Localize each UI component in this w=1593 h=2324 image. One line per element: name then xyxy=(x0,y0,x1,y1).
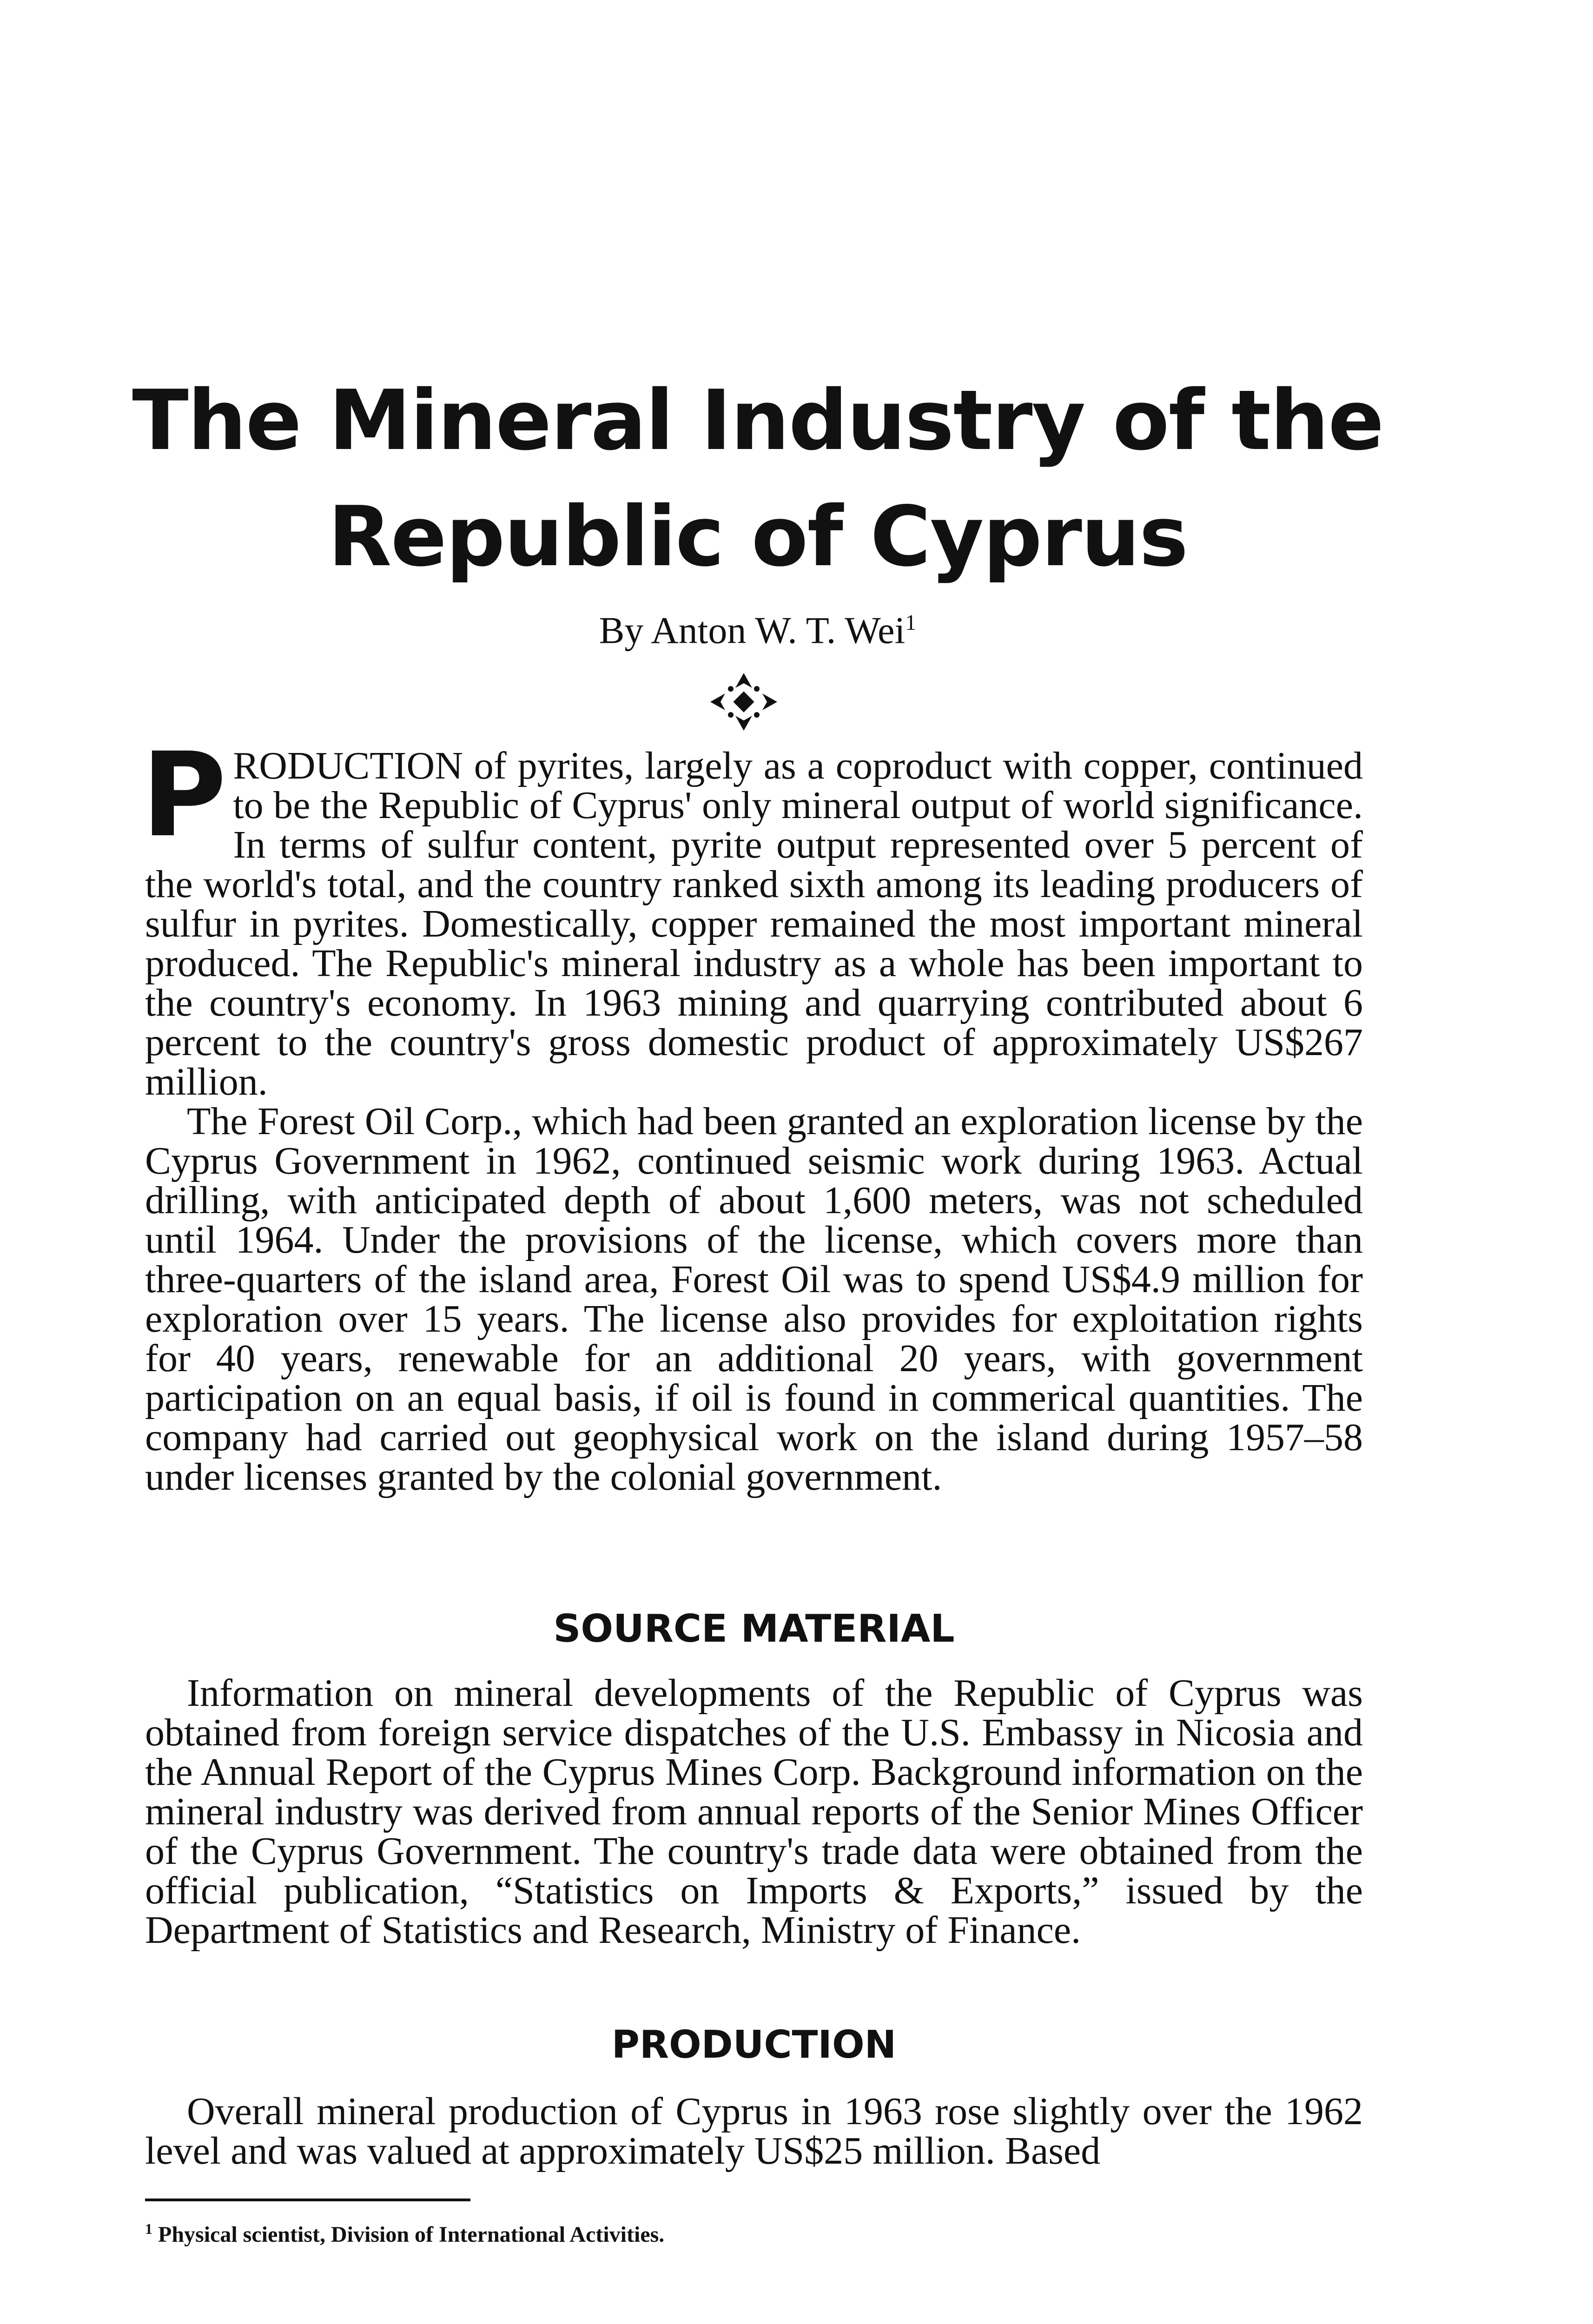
intro-section xyxy=(141,727,1363,1499)
author-byline xyxy=(130,600,1385,654)
source-material-heading: SOURCE MATERIAL xyxy=(553,1607,955,1651)
author-name: By Anton W. T. Wei xyxy=(599,609,906,652)
intro-paragraph-1 xyxy=(141,727,1363,1103)
production-paragraph: Overall mineral production of Cyprus in 1963 rose slightly over the 1962 level and was valued at approximately US$25 million. Based xyxy=(145,2090,1363,2172)
production-section xyxy=(145,2092,1363,2171)
article-title: The Mineral Industry of the Republic of Cyprus xyxy=(132,372,1383,585)
drop-cap: P xyxy=(141,727,227,863)
ornament-icon xyxy=(697,669,790,734)
source-material-paragraph: Information on mineral developments of the Republic of Cyprus was obtained from foreign service dispatches of the U.S. Embassy in Nicosia and the Annual Report of the Cyprus Mines Corp. Background information on the mineral industry was derived from annual reports of the Senior Mines Officer of the Cyprus Government. The country's trade data were obtained from the official publication, “Statistics on Imports & Exports,” issued by the Department of Statistics and Research, Ministry of Finance. xyxy=(145,1671,1363,1952)
footnote-rule xyxy=(145,2199,470,2201)
footnote-text: Physical scientist, Division of International Activities. xyxy=(158,2222,665,2247)
footnote xyxy=(145,2215,1261,2249)
footnote-marker: 1 xyxy=(145,2220,152,2237)
intro-paragraph-1-text: RODUCTION of pyrites, largely as a coproduct with copper, continued to be the Republic of Cyprus' only mineral output of world significance. In terms of sulfur content, pyrite output represented over 5 percent of the world's total, and the country ranked sixth among its leading producers of sulfur in pyrites. Domestically, copper remained the most important mineral produced. The Republic's mineral industry as a whole has been important to the country's economy. In 1963 mining and quarrying contributed about 6 percent to the country's gross domestic product of approximately US$267 million. xyxy=(145,744,1363,1103)
source-material-section xyxy=(145,1673,1363,1950)
production-heading: PRODUCTION xyxy=(611,2023,897,2067)
intro-paragraph-2: The Forest Oil Corp., which had been granted an exploration license by the Cyprus Government in 1962, continued seismic work during 1963. Actual drilling, with anticipated depth of about 1,600 meters, was not scheduled until 1964. Under the provisions of the license, which covers more than three-quarters of the island area, Forest Oil was to spend US$4.9 million for exploration over 15 years. The license also provides for exploitation rights for 40 years, renewable for an additional 20 years, with government participation on an equal basis, if oil is found in commerical quantities. The company had carried out geophysical work on the island during 1957–58 under licenses granted by the colonial government. xyxy=(145,1100,1363,1499)
author-footnote-ref: 1 xyxy=(905,610,917,635)
